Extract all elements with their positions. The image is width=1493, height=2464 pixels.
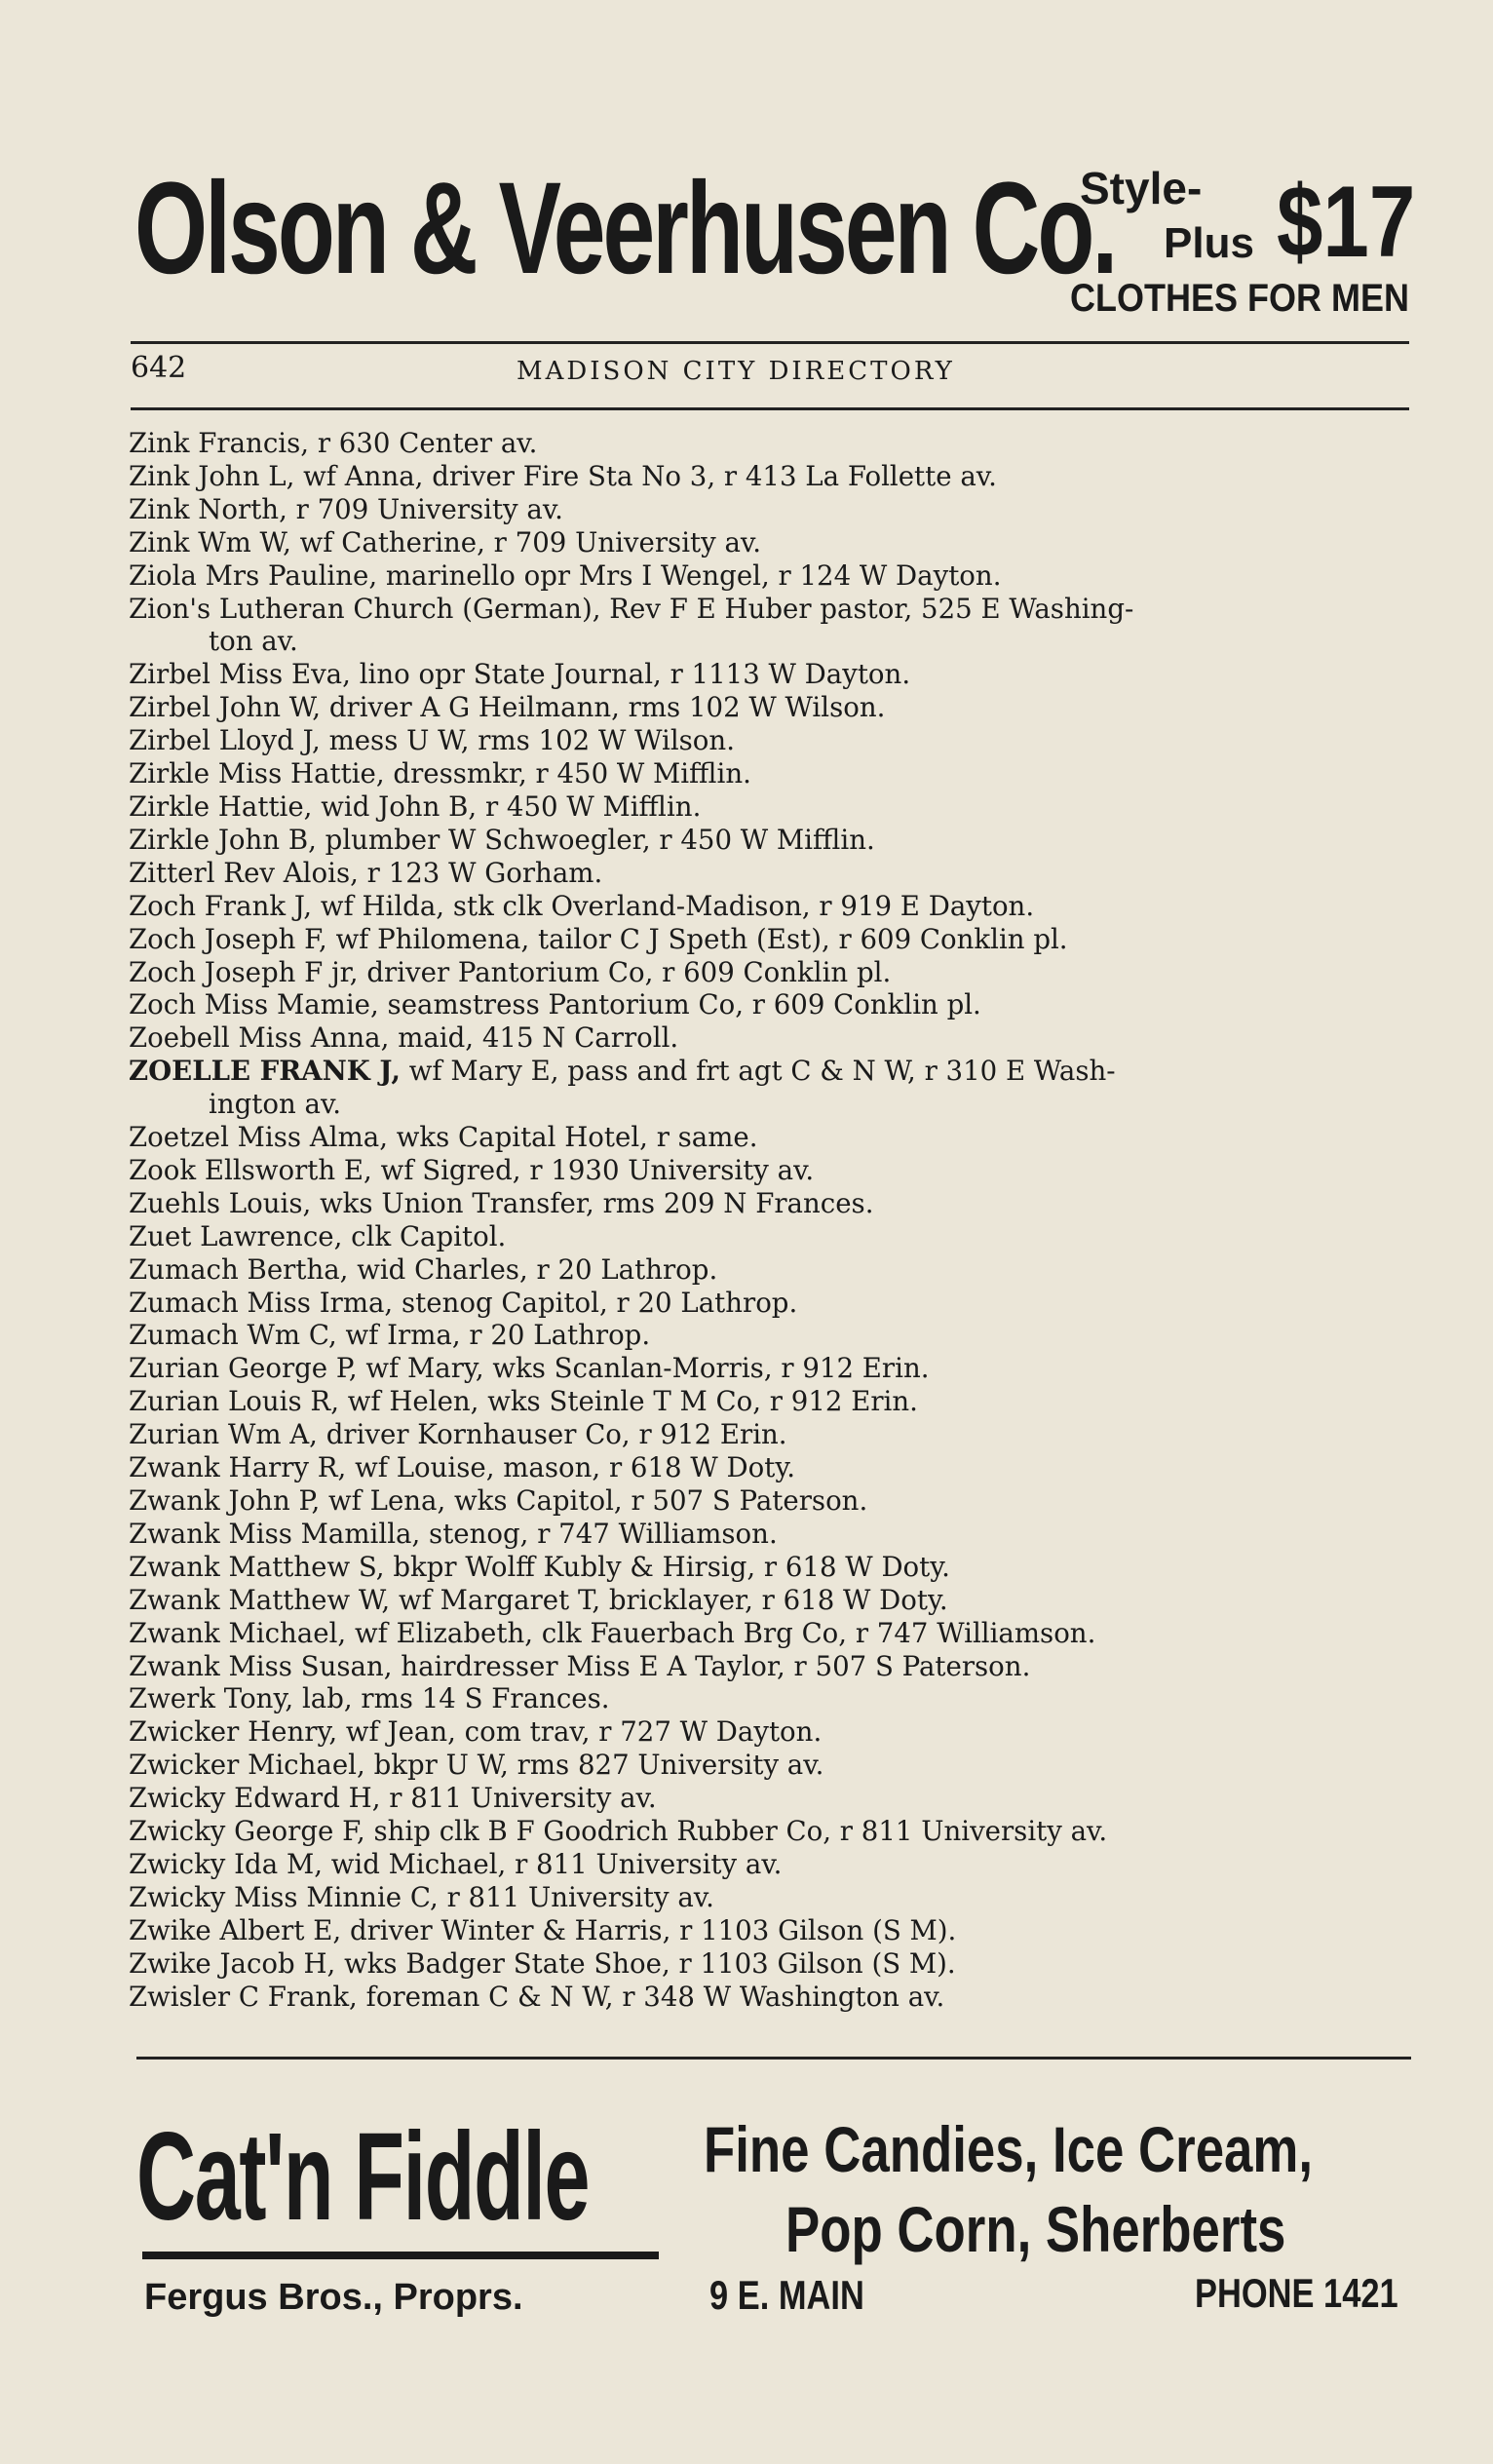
ad-company-name: Olson & Veerhusen Co.: [134, 156, 1116, 301]
listing-entry: [129, 1815, 1425, 1848]
listing-entry: [129, 790, 1425, 824]
listing-details: r 123 W Gorham.: [366, 856, 603, 889]
ad-plus-label: Plus: [1164, 219, 1254, 267]
ad-business-name: Cat'n Fiddle: [136, 2107, 590, 2247]
listing-name: Zwank John P,: [129, 1484, 321, 1517]
listing-details: foreman C & N W, r 348 W Washington av.: [365, 1980, 945, 2013]
listing-details: stenog Capitol, r 20 Lathrop.: [402, 1286, 798, 1319]
listing-details: wf Mary E, pass and frt agt C & N W, r 310 E Wash-: [408, 1055, 1116, 1088]
listing-details: lino opr State Journal, r 1113 W Dayton.: [359, 658, 911, 691]
listing-name: Zwicky Miss Minnie C,: [129, 1880, 439, 1913]
listing-entry: [129, 1715, 1425, 1749]
listing-details: wf Louise, mason, r 618 W Doty.: [355, 1451, 796, 1484]
listing-name: Zwisler C Frank,: [129, 1980, 358, 2013]
listing-name: Zirkle Hattie,: [129, 789, 313, 823]
listing-name: Zion's Lutheran Church: [129, 592, 454, 625]
listing-entry: [129, 1287, 1425, 1320]
listing-name: Zink Francis,: [129, 427, 310, 459]
listing-name: Zoch Miss Mamie,: [129, 988, 379, 1021]
listing-details: r 630 Center av.: [317, 427, 538, 459]
listing-name: Zwicker Henry,: [129, 1715, 338, 1749]
listing-name: Zumach Miss Irma,: [129, 1286, 394, 1319]
listing-name: Zuet Lawrence,: [129, 1219, 343, 1252]
listing-name: Zirbel Miss Eva,: [129, 658, 351, 691]
header-top-rule: [131, 341, 1409, 344]
listing-name: Zoch Joseph F jr,: [129, 955, 359, 988]
listing-entry: [129, 1418, 1425, 1451]
listing-entry: [129, 559, 1425, 593]
listing-entry: [129, 1650, 1425, 1683]
listing-details: wf Hilda, stk clk Overland-Madison, r 919 E Dayton.: [320, 889, 1035, 922]
listing-name: Zurian George P,: [129, 1352, 358, 1385]
listing-entry: [129, 526, 1425, 559]
listing-details: mess U W, rms 102 W Wilson.: [328, 724, 735, 757]
listing-entry: [129, 956, 1425, 989]
listing-continuation: ton av.: [209, 625, 298, 658]
ad-price: $17: [1277, 166, 1416, 279]
directory-listings: [129, 427, 1425, 2014]
ad-tagline: CLOTHES FOR MEN: [1070, 277, 1410, 320]
listing-entry: [129, 724, 1425, 757]
listing-entry: [129, 1947, 1425, 1981]
listing-details: driver Winter & Harris, r 1103 Gilson (S M).: [349, 1913, 957, 1946]
listing-entry: [129, 824, 1425, 857]
listing-details: hairdresser Miss E A Taylor, r 507 S Paterson.: [401, 1649, 1031, 1682]
listing-details: clk Capitol.: [351, 1219, 507, 1252]
listing-entry: [129, 1749, 1425, 1782]
listing-entry: [129, 1021, 1425, 1055]
listing-details: wf Jean, com trav, r 727 W Dayton.: [345, 1715, 823, 1749]
listing-name: Zwank Harry R,: [129, 1451, 347, 1484]
listing-details: driver Kornhauser Co, r 912 Erin.: [325, 1418, 787, 1451]
listing-entry: [129, 1121, 1425, 1154]
ad-proprietors: Fergus Bros., Proprs.: [144, 2277, 523, 2318]
listing-details: seamstress Pantorium Co, r 609 Conklin pl.: [387, 988, 981, 1021]
listing-entry: [129, 1220, 1425, 1253]
listing-entry: [129, 890, 1425, 923]
listing-details: wid Charles, r 20 Lathrop.: [357, 1252, 718, 1286]
listing-details: (German), Rev F E Huber pastor, 525 E Washing-: [462, 592, 1134, 625]
footer-rule: [136, 2057, 1411, 2060]
listing-entry: [129, 427, 1425, 460]
listing-details: ship clk B F Goodrich Rubber Co, r 811 University av.: [373, 1815, 1108, 1848]
listing-name: Zwank Miss Susan,: [129, 1649, 393, 1682]
listing-details: wid John B, r 450 W Mifflin.: [321, 789, 702, 823]
listing-name: Zwicker Michael,: [129, 1749, 365, 1782]
listing-name: Zwerk Tony,: [129, 1682, 294, 1715]
ad-address: 9 E. MAIN: [709, 2272, 864, 2318]
listing-name: Ziola Mrs Pauline,: [129, 558, 378, 592]
page-number: 642: [131, 351, 187, 385]
listing-details: wf Sigred, r 1930 University av.: [380, 1153, 815, 1186]
listing-entry: [129, 1584, 1425, 1617]
listing-name: Zirkle John B,: [129, 823, 317, 856]
listing-details: r 709 University av.: [295, 492, 563, 525]
listing-name: Zwank Miss Mamilla,: [129, 1517, 421, 1550]
listing-name: Zwank Matthew S,: [129, 1550, 385, 1583]
listing-name: Zitterl Rev Alois,: [129, 856, 359, 889]
listing-details: wf Irma, r 20 Lathrop.: [345, 1319, 651, 1352]
listing-name: Zwike Albert E,: [129, 1913, 342, 1946]
listing-details: lab, rms 14 S Frances.: [301, 1682, 610, 1715]
bottom-advertisement: [136, 2096, 1423, 2349]
listing-entry: [129, 1881, 1425, 1914]
listing-entry: [129, 988, 1425, 1021]
listing-name: Zumach Wm C,: [129, 1319, 337, 1352]
listing-details: wf Mary, wks Scanlan-Morris, r 912 Erin.: [365, 1352, 930, 1385]
listing-entry: [129, 1617, 1425, 1650]
listing-details: wf Catherine, r 709 University av.: [299, 525, 762, 558]
listing-details: r 811 University av.: [446, 1880, 714, 1913]
listing-details: wf Margaret T, bricklayer, r 618 W Doty.: [398, 1583, 948, 1616]
ad-style-label: Style-: [1080, 163, 1203, 213]
listing-entry: [129, 1253, 1425, 1287]
listing-name: Zwank Michael,: [129, 1616, 347, 1649]
listing-details: r 811 University av.: [389, 1782, 657, 1815]
listing-details: maid, 415 N Carroll.: [398, 1021, 679, 1055]
listing-entry: [129, 1484, 1425, 1518]
listing-name: Zink North,: [129, 492, 287, 525]
listing-continuation: ington av.: [209, 1088, 342, 1121]
listing-entry: [129, 1682, 1425, 1715]
listing-entry: [129, 857, 1425, 890]
listing-name: Zirbel John W,: [129, 691, 322, 724]
listing-details: driver Pantorium Co, r 609 Conklin pl.: [366, 955, 892, 988]
listing-details: dressmkr, r 450 W Mifflin.: [393, 757, 751, 790]
listing-entry: [129, 1782, 1425, 1815]
listing-name: Zwicky Edward H,: [129, 1782, 381, 1815]
listing-entry: [129, 493, 1425, 526]
listing-entry: [129, 1319, 1425, 1352]
listing-name: Zoebell Miss Anna,: [129, 1021, 390, 1055]
listing-name: Zirkle Miss Hattie,: [129, 757, 385, 790]
listing-entry: [129, 1385, 1425, 1418]
listing-name: Zurian Louis R,: [129, 1385, 339, 1418]
listing-details: marinello opr Mrs I Wengel, r 124 W Dayton.: [385, 558, 1002, 592]
ad-products-line-1: Fine Candies, Ice Cream,: [704, 2113, 1314, 2185]
listing-details: wf Lena, wks Capitol, r 507 S Paterson.: [328, 1484, 868, 1517]
listing-name: Zook Ellsworth E,: [129, 1153, 372, 1186]
listing-entry: [129, 1518, 1425, 1551]
listing-details: wf Anna, driver Fire Sta No 3, r 413 La Follette av.: [303, 459, 997, 492]
listing-details: plumber W Schwoegler, r 450 W Mifflin.: [325, 823, 875, 856]
listing-name: Zink John L,: [129, 459, 295, 492]
listing-name: Zwank Matthew W,: [129, 1583, 391, 1616]
listing-name: Zwike Jacob H,: [129, 1946, 336, 1980]
running-title: MADISON CITY DIRECTORY: [517, 357, 955, 386]
top-advertisement: [134, 146, 1416, 322]
listing-name: Zoch Joseph F,: [129, 922, 327, 955]
listing-details: wf Philomena, tailor C J Speth (Est), r 609 Conklin pl.: [335, 922, 1068, 955]
listing-name: Zurian Wm A,: [129, 1418, 318, 1451]
listing-entry: [129, 1848, 1425, 1881]
listing-details: wks Union Transfer, rms 209 N Frances.: [320, 1186, 874, 1219]
listing-name: Zoch Frank J,: [129, 889, 313, 922]
listing-entry: [129, 460, 1425, 493]
listing-entry: [129, 1981, 1425, 2014]
listing-name: ZOELLE FRANK J,: [129, 1055, 401, 1088]
listing-details: bkpr Wolff Kubly & Hirsig, r 618 W Doty.: [393, 1550, 950, 1583]
ad-products-line-2: Pop Corn, Sherberts: [785, 2193, 1286, 2265]
listing-name: Zoetzel Miss Alma,: [129, 1121, 388, 1154]
listing-entry: [129, 1352, 1425, 1385]
listing-entry: [129, 1154, 1425, 1187]
listing-details: stenog, r 747 Williamson.: [429, 1517, 778, 1550]
listing-entry: [129, 1451, 1425, 1484]
listing-entry: [129, 691, 1425, 724]
listing-entry: [129, 1914, 1425, 1947]
listing-entry: [129, 1055, 1425, 1121]
listing-name: Zink Wm W,: [129, 525, 291, 558]
ad-phone: PHONE 1421: [1195, 2270, 1398, 2316]
listing-entry: [129, 658, 1425, 691]
listing-name: Zirbel Lloyd J,: [129, 724, 321, 757]
listing-entry: [129, 1187, 1425, 1220]
listing-details: wf Elizabeth, clk Fauerbach Brg Co, r 747 Williamson.: [354, 1616, 1096, 1649]
listing-entry: [129, 757, 1425, 790]
listing-entry: [129, 923, 1425, 956]
listing-details: wks Capital Hotel, r same.: [396, 1121, 758, 1154]
header-bottom-rule: [131, 407, 1409, 410]
ad-underline: [142, 2252, 659, 2259]
listing-name: Zumach Bertha,: [129, 1252, 349, 1286]
listing-details: bkpr U W, rms 827 University av.: [373, 1749, 824, 1782]
listing-name: Zwicky George F,: [129, 1815, 365, 1848]
listing-entry: [129, 1551, 1425, 1584]
listing-entry: [129, 593, 1425, 659]
listing-details: wks Badger State Shoe, r 1103 Gilson (S M).: [344, 1946, 956, 1980]
listing-details: wid Michael, r 811 University av.: [330, 1847, 783, 1880]
listing-name: Zwicky Ida M,: [129, 1847, 323, 1880]
listing-details: driver A G Heilmann, rms 102 W Wilson.: [328, 691, 886, 724]
listing-details: wf Helen, wks Steinle T M Co, r 912 Erin.: [347, 1385, 918, 1418]
listing-name: Zuehls Louis,: [129, 1186, 312, 1219]
